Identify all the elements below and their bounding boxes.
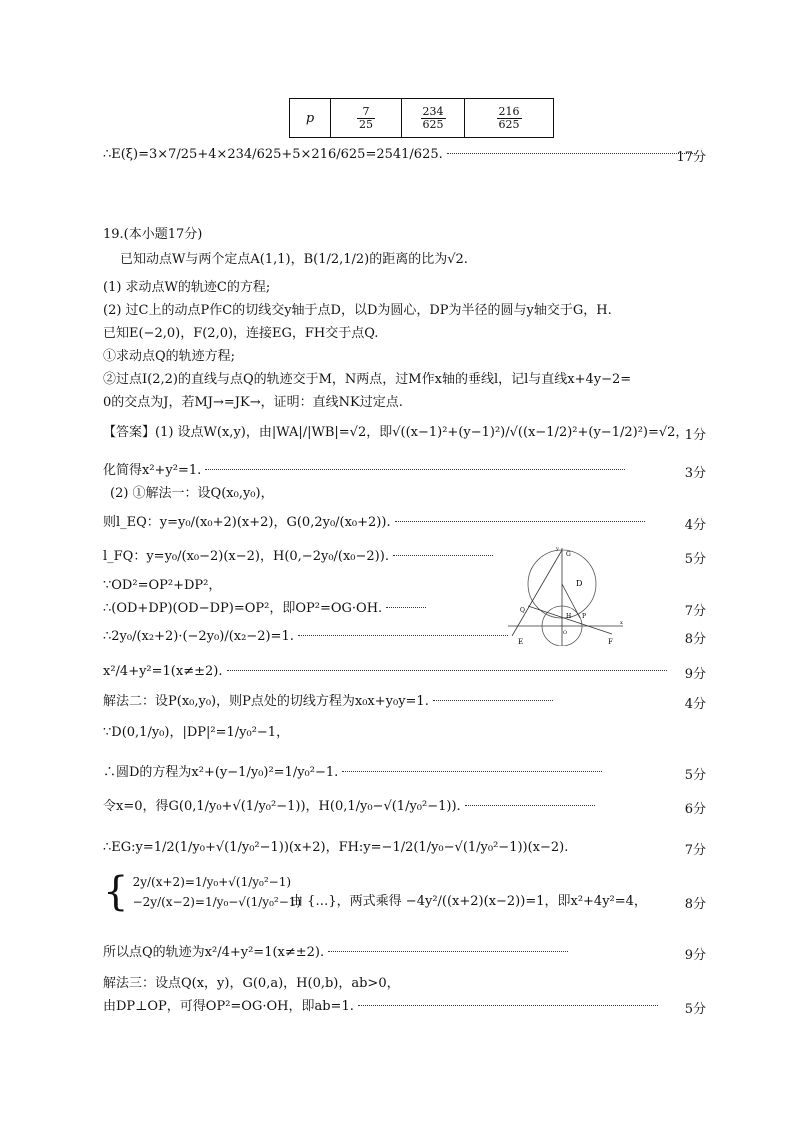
answer-line-12: ∴圆D的方程为x²+(y−1/y₀)²=1/y₀²−1. — [103, 764, 602, 782]
score-5a: 5分 — [684, 552, 706, 567]
score-9a: 9分 — [684, 667, 706, 682]
q19-part2c: ①求动点Q的轨迹方程; — [103, 349, 236, 364]
score-4a: 4分 — [684, 518, 706, 533]
answer-line-4: 则l_EQ：y=y₀/(x₀+2)(x+2)，G(0,2y₀/(x₀+2)). — [103, 514, 645, 532]
q19-stem: 已知动点W与两个定点A(1,1)，B(1/2,1/2)的距离的比为√2. — [120, 252, 468, 267]
answer-line-17: 解法三：设点Q(x，y)，G(0,a)，H(0,b)，ab>0， — [103, 976, 400, 991]
score-8a: 8分 — [684, 632, 706, 647]
score-17: 17分 — [676, 150, 706, 165]
answer-line-18: 由DP⊥OP，可得OP²=OG·OH，即ab=1. — [103, 998, 658, 1016]
answer-line-5: l_FQ：y=y₀/(x₀−2)(x−2)，H(0,−2y₀/(x₀−2)). — [103, 548, 493, 566]
distribution-table — [289, 98, 554, 138]
answer-line-2: 化简得x²+y²=1. — [103, 462, 625, 480]
score-1: 1分 — [684, 428, 706, 443]
answer-line-16: 所以点Q的轨迹为x²/4+y²=1(x≠±2). — [103, 944, 568, 962]
score-8b: 8分 — [684, 897, 706, 912]
score-3: 3分 — [684, 466, 706, 481]
label-h: H — [566, 613, 572, 620]
score-7a: 7分 — [684, 604, 706, 619]
label-f: F — [608, 638, 613, 646]
score-5c: 5分 — [684, 1002, 706, 1017]
label-q: Q — [520, 607, 525, 614]
equation-system: 2y/(x+2)=1/y₀+√(1/y₀²−1) −2y/(x−2)=1/y₀−√(1/y₀²−1) — [132, 875, 302, 909]
expectation-line: ∴E(ξ)=3×7/25+4×234/625+5×216/625=2541/625. — [103, 146, 697, 164]
q19-part1: (1) 求动点W的轨迹C的方程; — [103, 280, 271, 295]
answer-line-9: x²/4+y²=1(x≠±2). — [103, 663, 667, 681]
answer-line-15-text: 由 {…}，两式乘得 −4y²/((x+2)(x−2))=1，即x²+4y²=4， — [290, 894, 647, 909]
table-cell-3: $\frac{216}{625}$ — [465, 99, 554, 138]
label-g: G — [566, 551, 571, 558]
q19-part2e: 0的交点为J，若MJ→=JK→，证明：直线NK过定点. — [103, 395, 403, 410]
label-p: P — [582, 613, 587, 620]
answer-line-1: 【答案】(1) 设点W(x,y)，由|WA|/|WB|=√2，即√((x−1)²+(y−1)²)/√((x−1/2)²+(y−1/2)²)=√2， — [103, 425, 689, 440]
q19-part2d: ②过点I(2,2)的直线与点Q的轨迹交于M，N两点，过M作x轴的垂线l，记l与直线x+4y−2= — [103, 372, 632, 387]
answer-line-7: ∴(OD+DP)(OD−DP)=OP²，即OP²=OG·OH. — [103, 600, 426, 618]
q19-part2a: (2) 过C上的动点P作C的切线交y轴于点D，以D为圆心，DP为半径的圆与y轴交于G，H. — [103, 303, 612, 318]
q19-header: 19.(本小题17分) — [103, 227, 203, 242]
line-eg — [512, 550, 562, 636]
score-7b: 7分 — [684, 843, 706, 858]
table-p-label: p — [290, 99, 331, 138]
table-cell-2: $\frac{234}{625}$ — [402, 99, 465, 138]
score-9b: 9分 — [684, 948, 706, 963]
label-e: E — [518, 638, 524, 646]
answer-line-14: ∴EG:y=1/2(1/y₀+√(1/y₀²−1))(x+2)，FH:y=−1/2(1/y₀−√(1/y₀²−1))(x−2). — [103, 840, 569, 855]
q19-part2b: 已知E(−2,0)，F(2,0)，连接EG，FH交于点Q. — [103, 326, 379, 341]
answer-line-8: ∴2y₀/(x₂+2)·(−2y₀)/(x₂−2)=1. — [103, 628, 508, 646]
line-fh — [528, 606, 612, 634]
answer-line-10: 解法二：设P(x₀,y₀)，则P点处的切线方程为x₀x+y₀y=1. — [103, 693, 553, 711]
label-y: y — [556, 546, 559, 552]
score-6: 6分 — [684, 802, 706, 817]
answer-line-15 — [103, 869, 302, 915]
answer-line-6: ∵OD²=OP²+DP²， — [103, 578, 222, 593]
score-5b: 5分 — [684, 768, 706, 783]
answer-line-11: ∵D(0,1/y₀)，|DP|²=1/y₀²−1， — [103, 725, 290, 740]
answer-line-3: (2) ①解法一：设Q(x₀,y₀)， — [110, 486, 274, 501]
answer-line-13: 令x=0，得G(0,1/y₀+√(1/y₀²−1))，H(0,1/y₀−√(1/y₀²−1)). — [103, 798, 595, 816]
label-x: x — [620, 620, 623, 626]
label-o: O — [563, 630, 568, 636]
label-d: D — [576, 579, 583, 588]
geometry-figure — [508, 546, 628, 646]
table-cell-1: $\frac{7}{25}$ — [331, 99, 402, 138]
score-4b: 4分 — [684, 697, 706, 712]
system-brace: { — [103, 869, 129, 915]
